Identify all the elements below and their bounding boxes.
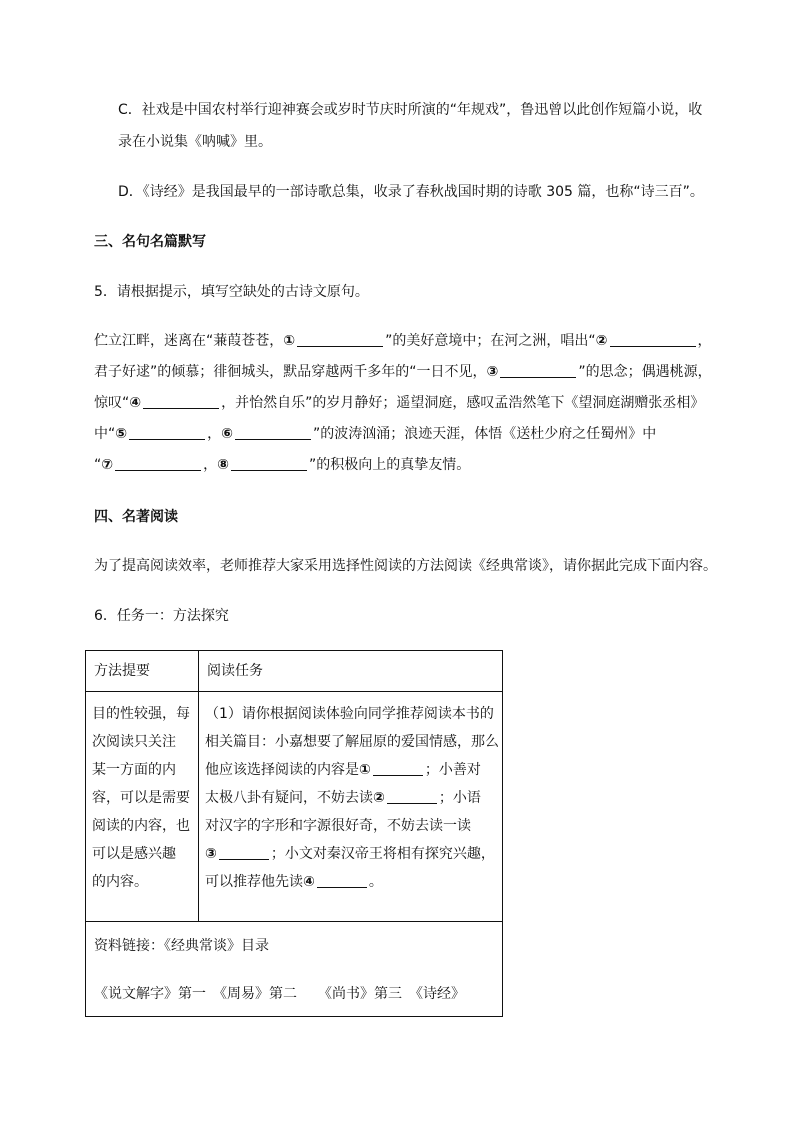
poem-line-4: 中“⑤ ，⑥ ”的波涛汹涌；浪迹天涯，体悟《送杜少府之任蜀州》中 [94, 426, 657, 442]
task-blank-number-3: ③ [205, 846, 217, 862]
task-blank-4[interactable] [317, 873, 367, 888]
poem-line-3: 惊叹“④ ，并怡然自乐”的岁月静好；遥望洞庭，感叹孟浩然笔下《望洞庭湖赠张丞相》 [94, 395, 705, 411]
blank-5[interactable] [129, 425, 205, 440]
task-blank-number-4: ④ [303, 874, 315, 890]
section4-heading: 四、名著阅读 [94, 509, 178, 525]
reading-task-text: （1）请你根据阅读体验向同学推荐阅读本书的 相关篇目：小嘉想要了解屈原的爱国情感，那么 他应该选择阅读的内容是① ；小善对 太极八卦有疑问，不妨去读② ；小语 对汉字的字形和字源很好奇，不妨去读一读 ③ ；小文对秦汉帝王将相有探究兴趣， 可以推荐他先读④ 。 [205, 706, 499, 890]
blank-2[interactable] [610, 332, 696, 347]
blank-number-2: ② [595, 333, 608, 349]
blank-6[interactable] [235, 425, 311, 440]
option-c-line2: 录在小说集《呐喊》里。 [118, 134, 272, 150]
blank-number-5: ⑤ [115, 426, 128, 442]
task-blank-number-2: ② [373, 790, 385, 806]
table-body-row [85, 692, 503, 922]
option-c-line1: C．社戏是中国农村举行迎神赛会或岁时节庆时所演的“年规戏”，鲁迅曾以此创作短篇小说，收 [118, 102, 703, 118]
question-6: 6．任务一：方法探究 [94, 608, 229, 624]
resource-link-row [85, 922, 503, 1017]
section3-heading: 三、名句名篇默写 [94, 234, 206, 250]
blank-7[interactable] [115, 456, 201, 471]
poem-line-5: “⑦ ，⑧ ”的积极向上的真挚友情。 [94, 457, 471, 473]
table-header-row [85, 650, 503, 692]
blank-number-8: ⑧ [217, 457, 229, 473]
method-table [85, 650, 503, 1017]
resource-link-title: 资料链接：《经典常谈》目录 [94, 938, 269, 954]
method-summary-text: 目的性较强，每 次阅读只关注 某一方面的内 容，可以是需要 阅读的内容，也 可以是感兴趣 的内容。 [92, 706, 190, 890]
task-blank-3[interactable] [219, 845, 269, 860]
poem-line-1: 伫立江畔，迷离在“蒹葭苍苍，① ”的美好意境中；在河之洲，唱出“② ， [94, 333, 712, 349]
header-task: 阅读任务 [207, 663, 263, 679]
option-d-line: D．《诗经》是我国最早的一部诗歌总集，收录了春秋战国时期的诗歌 305 篇，也称“诗三百”。 [118, 184, 704, 200]
toc-line: 《说文解字》第一 《周易》第二 《尚书》第三 《诗经》 [94, 986, 465, 1002]
blank-number-3: ③ [486, 364, 499, 380]
blank-number-1: ① [283, 333, 296, 349]
question-5: 5．请根据提示，填写空缺处的古诗文原句。 [94, 284, 369, 300]
blank-4[interactable] [143, 394, 219, 409]
header-method: 方法提要 [94, 663, 150, 679]
blank-1[interactable] [297, 332, 383, 347]
task-blank-number-1: ① [359, 762, 371, 778]
blank-number-7: ⑦ [101, 457, 114, 473]
blank-number-6: ⑥ [221, 426, 233, 442]
reading-task-cell [199, 692, 502, 921]
poem-line-2: 君子好逑”的倾慕；徘徊城头，默品穿越两千多年的“一日不见，③ ”的思念；偶遇桃源， [94, 364, 712, 380]
blank-number-4: ④ [129, 395, 142, 411]
blank-3[interactable] [500, 363, 576, 378]
blank-8[interactable] [231, 456, 307, 471]
section4-intro: 为了提高阅读效率，老师推荐大家采用选择性阅读的方法阅读《经典常谈》，请你据此完成下面内容。 [94, 558, 717, 574]
method-summary-cell [86, 692, 199, 921]
task-blank-2[interactable] [387, 789, 437, 804]
task-blank-1[interactable] [373, 761, 423, 776]
